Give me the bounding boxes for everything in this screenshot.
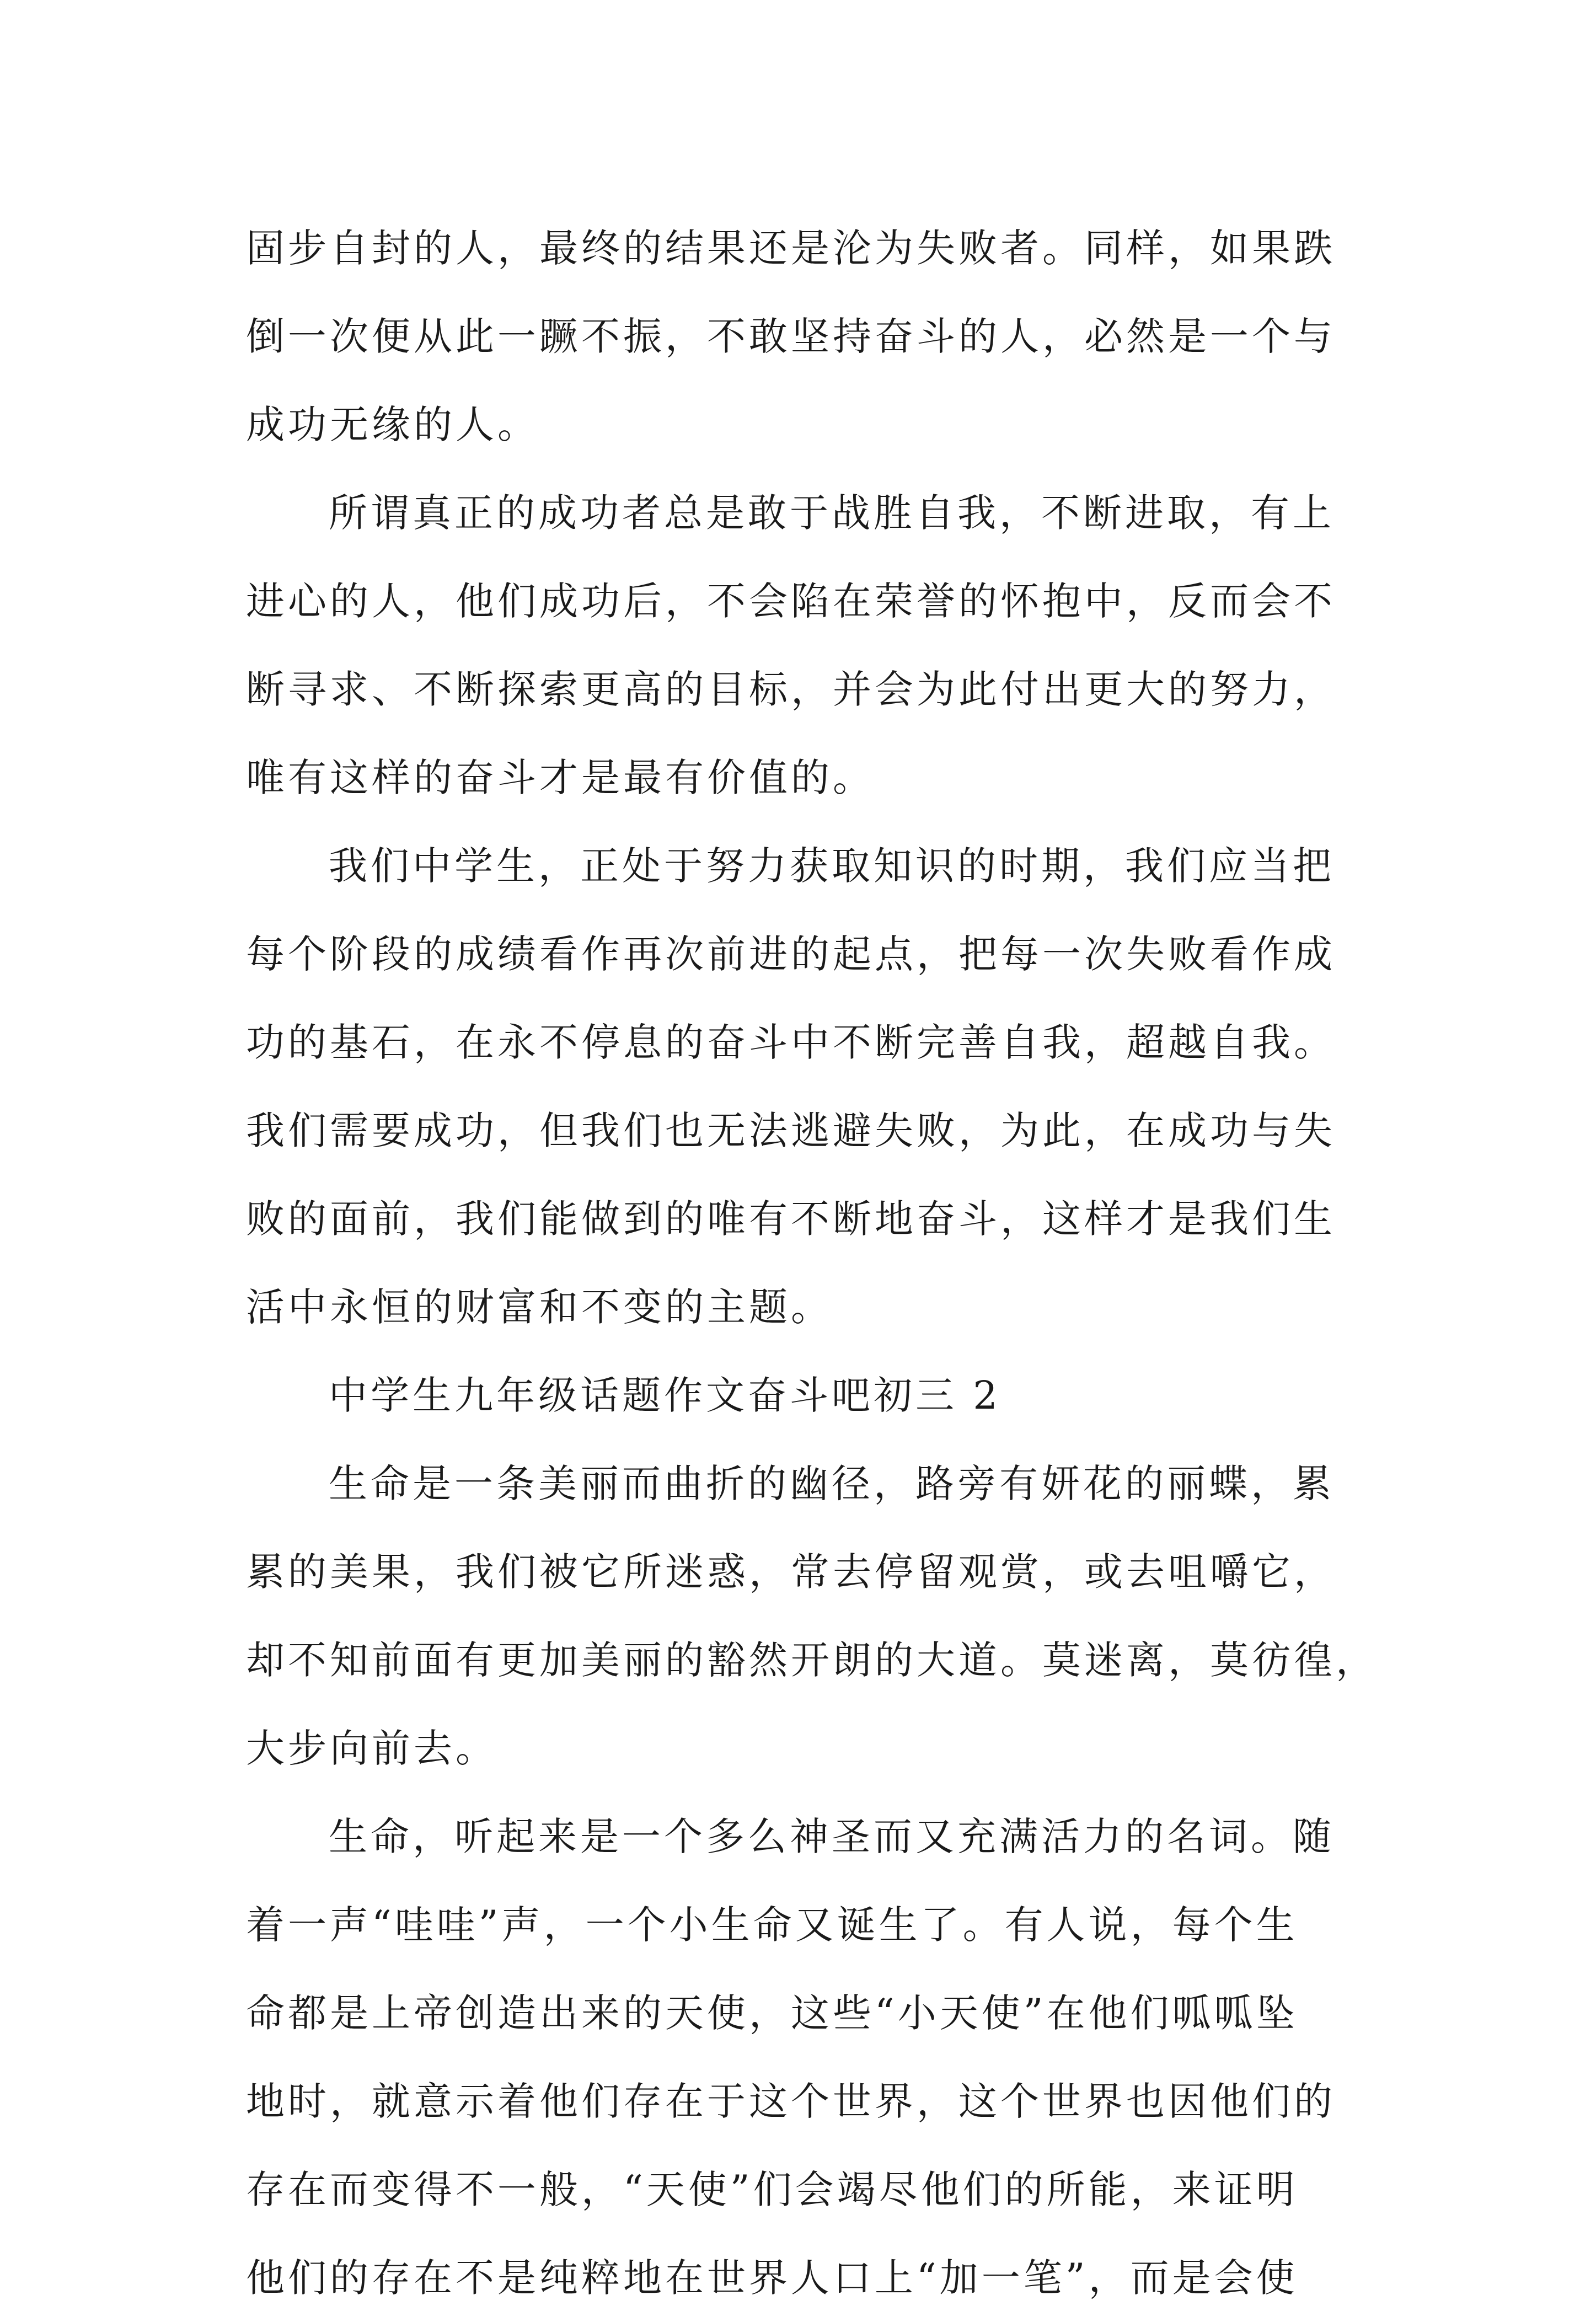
section-heading: 中学生九年级话题作文奋斗吧初三 2: [329, 1373, 1001, 1418]
text-line: 他们的存在不是纯粹地在世界人口上“加一笔”，而是会使: [246, 2255, 1298, 2300]
text-line: 倒一次便从此一蹶不振，不敢坚持奋斗的人，必然是一个与: [246, 314, 1336, 359]
text-line: 生命，听起来是一个多么神圣而又充满活力的名词。随: [329, 1814, 1335, 1859]
text-line: 生命是一条美丽而曲折的幽径，路旁有妍花的丽蝶，累: [329, 1461, 1335, 1506]
text-line: 累的美果，我们被它所迷惑，常去停留观赏，或去咀嚼它，: [246, 1549, 1336, 1595]
text-line: 地时，就意示着他们存在于这个世界，这个世界也因他们的: [246, 2079, 1336, 2124]
text-line: 却不知前面有更加美丽的豁然开朗的大道。莫迷离，莫彷徨，: [246, 1638, 1378, 1683]
text-line: 活中永恒的财富和不变的主题。: [246, 1285, 833, 1330]
text-line: 大步向前去。: [246, 1726, 497, 1771]
text-line: 每个阶段的成绩看作再次前进的起点，把每一次失败看作成: [246, 932, 1336, 977]
text-line: 着一声“哇哇”声，一个小生命又诞生了。有人说，每个生: [246, 1902, 1298, 1948]
text-line: 存在而变得不一般，“天使”们会竭尽他们的所能，来证明: [246, 2167, 1298, 2212]
text-line: 命都是上帝创造出来的天使，这些“小天使”在他们呱呱坠: [246, 1991, 1298, 2036]
text-line: 功的基石，在永不停息的奋斗中不断完善自我，超越自我。: [246, 1020, 1336, 1065]
text-line: 固步自封的人，最终的结果还是沦为失败者。同样，如果跌: [246, 226, 1336, 271]
text-line: 所谓真正的成功者总是敢于战胜自我，不断进取，有上: [329, 490, 1335, 536]
text-line: 我们需要成功，但我们也无法逃避失败，为此，在成功与失: [246, 1108, 1336, 1153]
text-line: 断寻求、不断探索更高的目标，并会为此付出更大的努力，: [246, 667, 1336, 712]
text-line: 唯有这样的奋斗才是最有价值的。: [246, 755, 875, 800]
text-line: 我们中学生，正处于努力获取知识的时期，我们应当把: [329, 843, 1335, 889]
text-line: 进心的人，他们成功后，不会陷在荣誉的怀抱中，反而会不: [246, 579, 1336, 624]
text-line: 败的面前，我们能做到的唯有不断地奋斗，这样才是我们生: [246, 1196, 1336, 1242]
body-text: [246, 204, 1378, 2322]
text-line: 成功无缘的人。: [246, 402, 539, 447]
